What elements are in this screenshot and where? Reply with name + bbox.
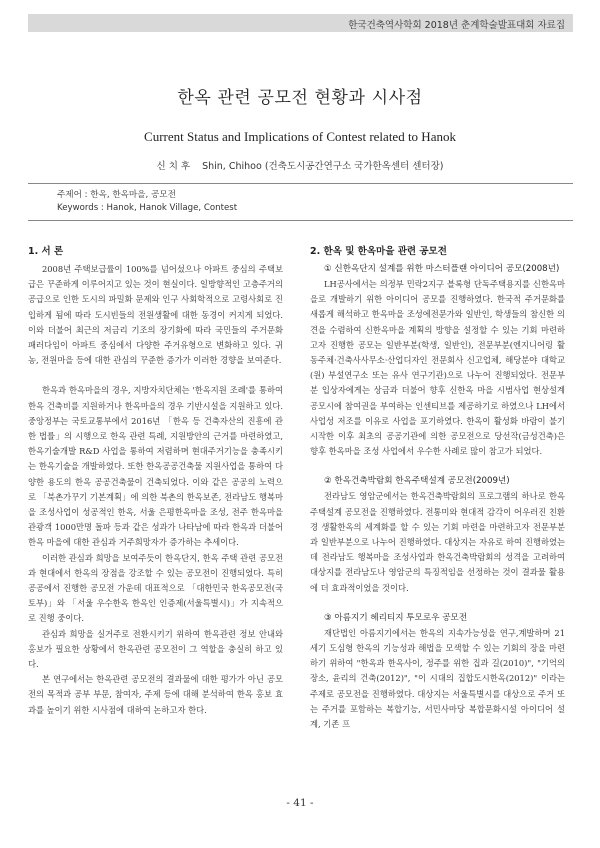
subsection-heading-2: ② 한옥건축박람회 한옥주택설계 공모전(2009년) — [324, 476, 510, 487]
keywords-bottom-rule — [28, 220, 573, 221]
running-head-bar — [28, 14, 573, 32]
intro-paragraph-1: 2008년 주택보급률이 100%를 넘어섰으나 아파트 중심의 주택보급은 꾸준하게 이루어지고 있는 것이 현실이다. 일방향적인 고층주거의 공급으로 인한 도시의 파밀화 문제와 인구 사회학적으로 고령사회로 진입하게 됨에 따라 도시빈들의 전원생활에 대한 동경이 커지게 되었다. 이와 더불어 최근의 저금리 기조의 장기화에 따라 국민들의 주거문화 패러다임이 아파트 중심에서 다양한 주거유형으로 변화하고 있다. 귀농, 전원마을 등에 대한 관심의 꾸준한 증가가 이러한 경향을 보여준다. — [28, 264, 283, 366]
subsection-body-2: 전라남도 영암군에서는 한옥건축박람회의 프로그램의 하나로 한옥주택설계 공모전을 진행하였다. 전통미와 현대적 감각이 어우러진 친환경 생활한옥의 세계화를 할 수 있는 기회 마련을 마련하고자 전문부분과 일반부분으로 나누어 진행하였다. 대상지는 자유로 하여 진행하였는데 전라남도 행복마을 조성사업과 한옥건축박람회의 성격을 고려하여 대상지를 전라남도나 영암군의 특징적임을 선정하는 것이 결과물 활용에 더 효과적이었을 것이다. — [310, 491, 565, 593]
keywords-korean: 주제어 : 한옥, 한옥마을, 공모전 — [57, 190, 176, 200]
paper-title-korean: 한옥 관련 공모전 현황과 시사점 — [177, 88, 423, 108]
subsection-heading-3: ③ 아름지기 헤리티지 투모로우 공모전 — [324, 612, 468, 623]
page-number: - 41 - — [286, 797, 314, 809]
intro-paragraph-2: 한옥과 한옥마을의 경우, 지방자치단체는 '한옥지원 조례'를 통하여 한옥 건축비를 지원하거나 한옥마을의 경우 기반시설을 지원하고 있다. 중앙정부는 국토교통부에서 2016년 「한옥 등 건축자산의 진흥에 관한 법률」의 시행으로 한옥 관련 특례, 지원방안의 근거를 마련하였고, 한옥기술개발 R&D 사업을 통하여 저렴하며 현대주거기능을 충족시키는 한옥기술을 개발하였다. 또한 한옥공공건축물 지원사업을 통하여 다양한 용도의 한옥 공공건축물이 건축되었다. 이와 같은 공공의 노력으로 「북촌가꾸기 기본계획」에 의한 북촌의 한옥보존, 전라남도 행복마을 조성사업이 성공적인 한옥, 서울 은평한옥마을 조성, 전주 한옥마을 관광객 1000만명 돌파 등과 같은 성과가 나타남에 따라 한옥과 더불어 한옥 마을에 대한 관심과 거주희망자가 증가하는 추세이다. — [28, 385, 283, 548]
subsection-body-3: 재단법인 아름지기에서는 한옥의 지속가능성을 연구,계발하며 21세기 도심형 한옥의 기능성과 해법을 모색할 수 있는 기회의 장을 마련하기 위하여 "한옥과 한옥사이, 정주를 위한 집과 길(2010)", "기억의 장소, 윤리의 건축(2012)", "이 시대의 집합도시한옥(2012)" 이라는 주제로 공모전을 진행하였다. 대상지는 서울특별시를 대상으로 주거 또는 주거를 포함하는 복합기능, 서민사마당 복합문화시설 아이디어 설계, 기존 프 — [310, 627, 565, 730]
keywords-top-rule — [28, 183, 573, 184]
paper-title-english: Current Status and Implications of Contest related to Hanok — [144, 129, 456, 144]
right-column — [310, 262, 565, 732]
author-name-kr: 신 치 후 — [156, 161, 191, 172]
running-head: 한국건축역사학회 2018년 춘계학술발표대회 자료집 — [348, 20, 565, 31]
subsection-heading-1: ① 신한옥단지 설계를 위한 마스터플랜 아이디어 공모(2008년) — [324, 264, 560, 274]
left-column — [28, 262, 283, 718]
intro-paragraph-3: 이러한 관심과 희망을 보여주듯이 한옥단지, 한옥 주택 관련 공모전과 현대에서 한옥의 장점을 강조할 수 있는 공모전이 진행되었다. 특히 공공에서 진행한 공모전 가운데 대표적으로 「대한민국 한옥공모전(국토부)」와 「서울 우수한옥 한옥인 인증제(서울특별시)」가 지속적으로 진행 중이다. — [28, 552, 283, 624]
author-line — [0, 158, 600, 172]
keywords-english: Keywords : Hanok, Hanok Village, Contest — [57, 203, 238, 213]
subsection-body-1: LH공사에서는 의정부 민락2지구 블록형 단독주택용지를 신한옥마을로 개발하기 위한 아이디어 공모를 진행하였다. 한국적 주거문화를 새롭게 해석하고 한옥마을 조성에전문가와 일반인, 학생들의 참신한 의견을 수렴하여 신한옥마을 계획의 방향을 설정할 수 있는 기회 마련하고자 진행한 공모는 일반부분(학생, 일반인), 전문부분(엔지니어링 활동주체·건축사사무소·산업디자인 전문회사 신고업체, 해당분야 대학교(원) 부설연구소 또는 유사 연구기관)으로 나누어 진행되었다. 전문부분 입상자에게는 상금과 더불어 향후 신한옥 마을 시범사업 현상설계 공모시에 참여권을 부여하는 인센티브를 제공하기로 하였으나 LH에서 사업성 저조를 이유로 사업을 포기하였다. 한옥이 활성화 바람이 불기 시작한 이후 최초의 공공기관에 의한 공모전으로 당선작(금성건축)은 향후 한옥마을 조성 사업에서 우수한 사례로 많이 참고가 되었다. — [310, 279, 565, 457]
intro-paragraph-5: 본 연구에서는 한옥관련 공모전의 결과물에 대한 평가가 아닌 공모전의 목적과 공부 부문, 참여자, 주제 등에 대해 분석하여 한옥 홍보 효과를 높이기 위한 시사점에 대하여 논하고자 한다. — [28, 674, 283, 715]
author-affiliation: (건축도시공간연구소 국가한옥센터 센터장) — [264, 161, 444, 172]
intro-paragraph-4: 관심과 희망을 실거주로 전환시키기 위하여 한옥관련 정보 안내와 홍보가 필요한 상황에서 한옥관련 공모전이 그 역할을 충실히 하고 있다. — [28, 628, 283, 670]
author-name-en: Shin, Chihoo — [202, 161, 262, 172]
section-heading-contests: 2. 한옥 및 한옥마을 관련 공모전 — [310, 246, 447, 257]
section-heading-introduction: 1. 서 론 — [28, 246, 64, 257]
